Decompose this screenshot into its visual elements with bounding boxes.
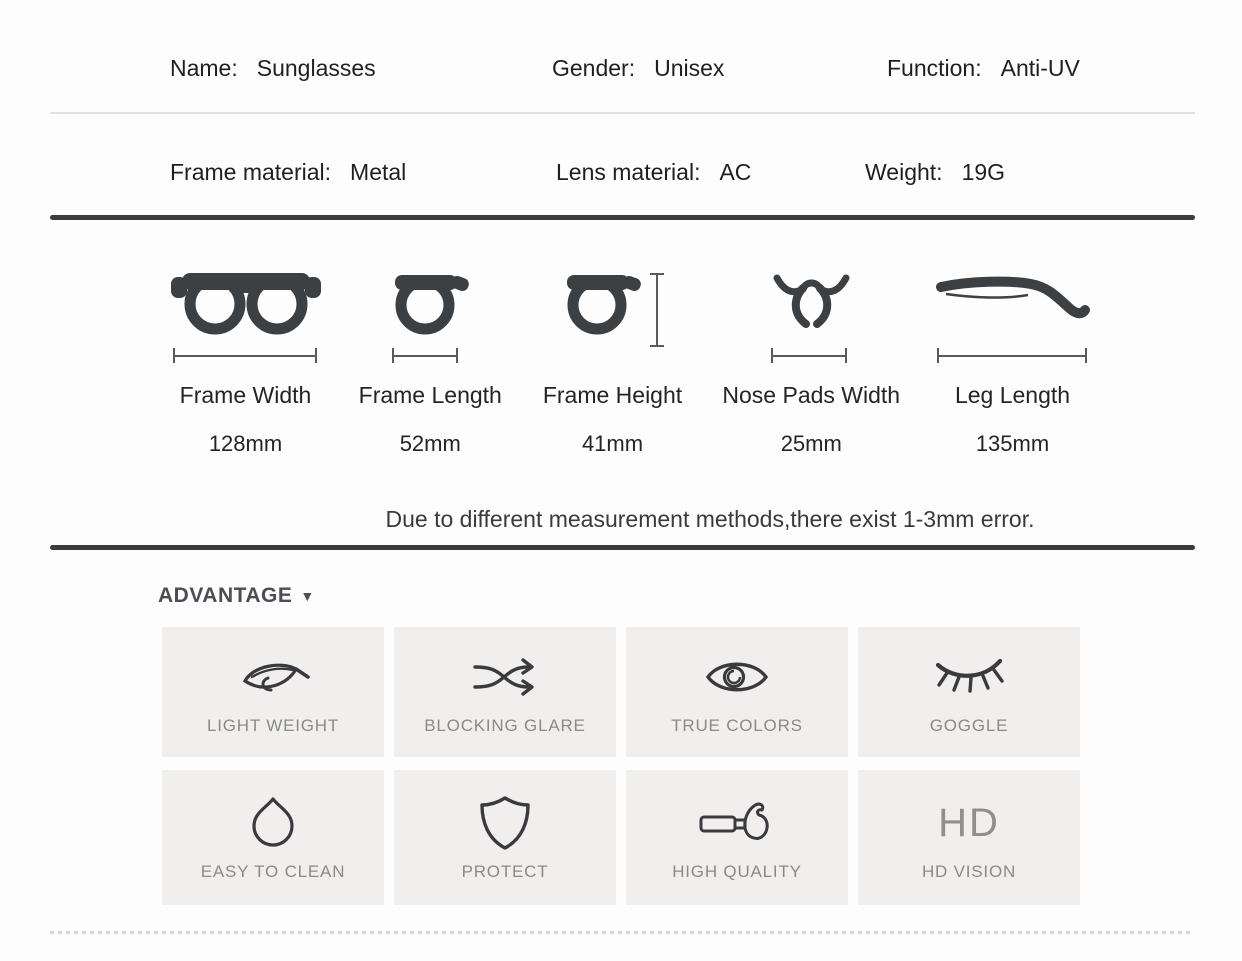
measurement-frame-length bbox=[353, 268, 508, 457]
spec-name-value: Sunglasses bbox=[256, 55, 376, 81]
spec-frame-material bbox=[170, 159, 406, 186]
spec-name bbox=[170, 55, 376, 82]
measurement-label: Frame Height bbox=[542, 382, 683, 408]
spec-weight-label: Weight: bbox=[865, 159, 943, 185]
spec-name-label: Name: bbox=[170, 55, 238, 81]
spec-gender-label: Gender: bbox=[552, 55, 636, 81]
spec-lens-material-label: Lens material: bbox=[556, 159, 701, 185]
advantage-card-goggle bbox=[858, 627, 1080, 757]
hd-text-icon bbox=[938, 794, 1000, 852]
spec-weight-value: 19G bbox=[961, 159, 1006, 185]
measurement-label: Nose Pads Width bbox=[722, 382, 901, 408]
feather-icon bbox=[235, 648, 311, 706]
measurement-value: 52mm bbox=[399, 431, 461, 456]
water-drop-icon bbox=[247, 794, 299, 852]
measurement-nose-pads-width bbox=[717, 268, 905, 457]
spec-gender bbox=[552, 55, 724, 82]
divider-bottom-dark bbox=[50, 545, 1195, 550]
measurement-frame-width bbox=[163, 268, 328, 457]
measurement-section bbox=[163, 268, 1095, 457]
spec-weight bbox=[865, 159, 1005, 186]
spec-frame-material-label: Frame material: bbox=[170, 159, 332, 185]
advantage-label: BLOCKING GLARE bbox=[424, 716, 586, 735]
spec-function-value: Anti-UV bbox=[1000, 55, 1080, 81]
advantage-label: TRUE COLORS bbox=[671, 716, 803, 735]
shield-icon bbox=[478, 794, 532, 852]
advantage-card-hd-vision bbox=[858, 770, 1080, 905]
eye-icon bbox=[703, 648, 771, 706]
advantage-label: PROTECT bbox=[461, 861, 549, 881]
measurement-value: 135mm bbox=[975, 431, 1050, 456]
advantage-label: LIGHT WEIGHT bbox=[206, 716, 340, 735]
triangle-down-icon: ▼ bbox=[300, 588, 315, 604]
spec-function-label: Function: bbox=[887, 55, 982, 81]
closed-eye-lashes-icon bbox=[933, 648, 1005, 706]
advantage-label: HD VISION bbox=[921, 861, 1017, 881]
hammer-icon bbox=[698, 794, 776, 852]
advantage-grid bbox=[162, 627, 1080, 905]
advantage-label: HIGH QUALITY bbox=[672, 861, 802, 881]
hd-text: HD bbox=[938, 800, 1000, 845]
spec-function bbox=[887, 55, 1080, 82]
glasses-front-icon bbox=[166, 268, 326, 368]
divider-top-dark bbox=[50, 215, 1195, 220]
advantage-card-easy-to-clean bbox=[162, 770, 384, 905]
measurement-label: Leg Length bbox=[954, 382, 1071, 408]
temple-arm-icon bbox=[934, 268, 1092, 368]
lens-height-icon bbox=[557, 268, 669, 368]
advantage-card-light-weight bbox=[162, 627, 384, 757]
shuffle-arrows-icon bbox=[470, 648, 540, 706]
spec-frame-material-value: Metal bbox=[350, 159, 407, 185]
nose-pads-icon bbox=[764, 268, 859, 368]
spec-lens-material-value: AC bbox=[719, 159, 752, 185]
measurement-leg-length bbox=[930, 268, 1095, 457]
advantage-card-true-colors bbox=[626, 627, 848, 757]
measurement-value: 128mm bbox=[208, 431, 283, 456]
spec-lens-material bbox=[556, 159, 751, 186]
advantage-label: GOGGLE bbox=[929, 716, 1009, 735]
measurement-note: Due to different measurement methods,there exist 1-3mm error. bbox=[385, 506, 1035, 532]
measurement-label: Frame Width bbox=[179, 382, 312, 408]
advantage-label: EASY TO CLEAN bbox=[200, 861, 346, 881]
advantage-card-high-quality bbox=[626, 770, 848, 905]
advantage-card-blocking-glare bbox=[394, 627, 616, 757]
advantage-card-protect bbox=[394, 770, 616, 905]
advantage-heading bbox=[158, 584, 315, 608]
divider-light bbox=[50, 112, 1195, 114]
measurement-label: Frame Length bbox=[358, 382, 502, 408]
measurement-value: 25mm bbox=[780, 431, 842, 456]
advantage-heading-text: ADVANTAGE bbox=[158, 584, 293, 607]
dashed-divider bbox=[50, 931, 1190, 934]
measurement-value: 41mm bbox=[581, 431, 644, 456]
measurement-frame-height bbox=[533, 268, 693, 457]
lens-front-icon bbox=[385, 268, 475, 368]
spec-gender-value: Unisex bbox=[654, 55, 725, 81]
